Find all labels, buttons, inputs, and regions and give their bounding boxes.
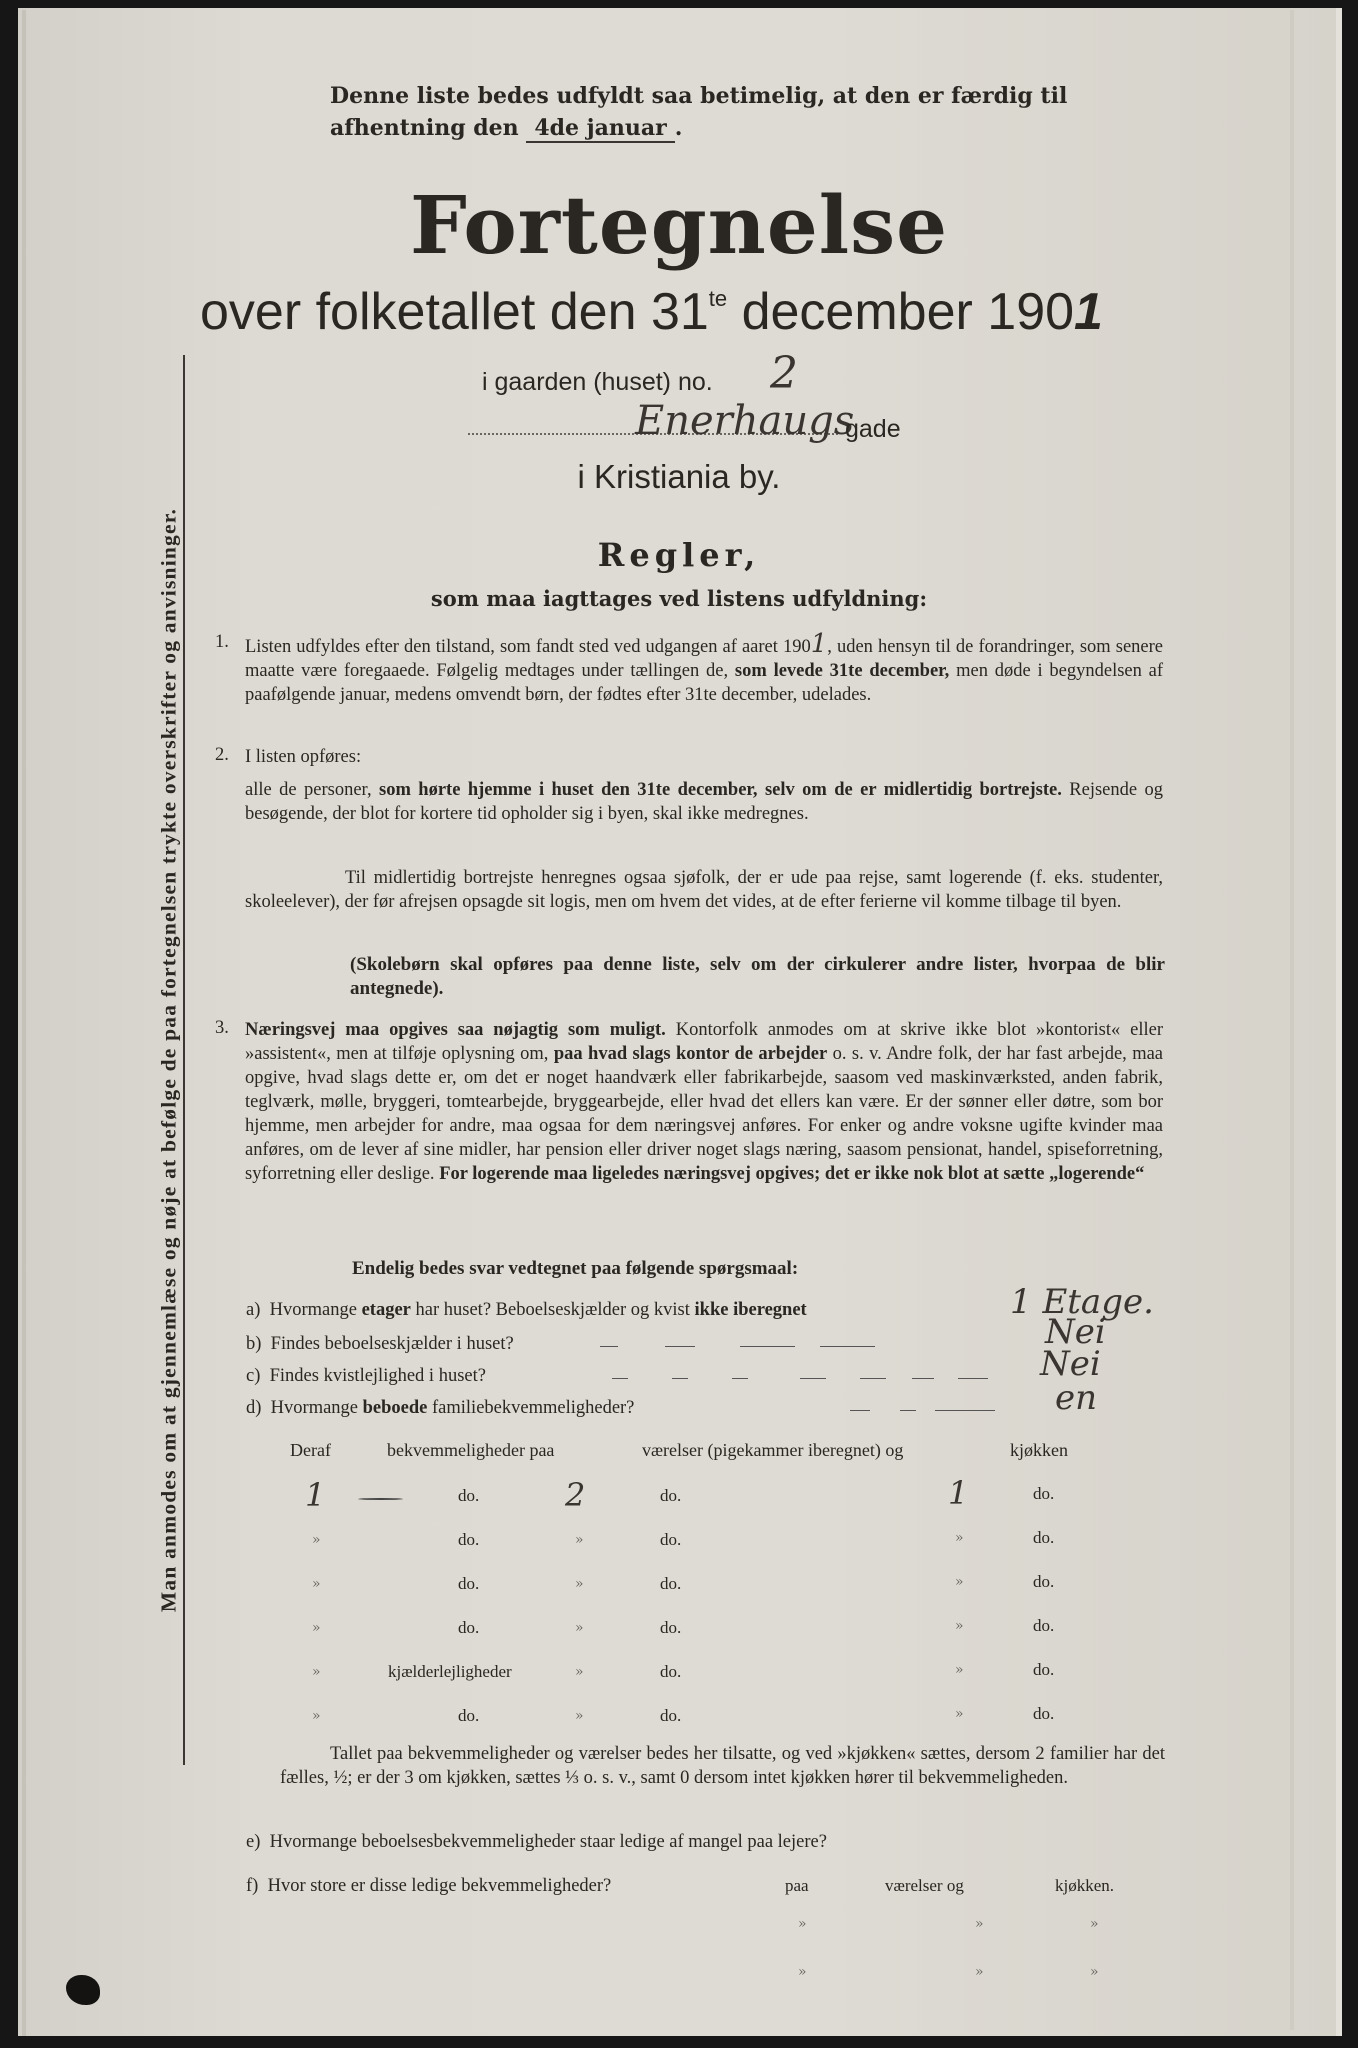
table-cell: do. [660,1618,682,1637]
table-row-1-count: 1 [305,1476,326,1514]
paper-edge [1290,10,1294,2030]
table-cell: do. [458,1706,480,1725]
rule-3-bold: For logerende maa ligeledes næringsvej opgives; det er ikke nok blot at sætte „logerende“ [439,1164,1145,1184]
table-cell: do. [458,1530,480,1549]
fill-dash [672,1378,688,1379]
table-cell: do. [1033,1660,1055,1679]
rule-1-part: , uden hensyn til de forandringer, som senere maatte være foregaaede. Følgelig medtages under tællingen de, [245,637,1163,681]
rule-2-bold: som hørte hjemme i huset den 31te december, selv om de er midlertidig bortrejste. [379,780,1062,800]
table-cell: do. [1033,1616,1055,1635]
fill-dash [600,1346,618,1347]
fill-dash [820,1346,875,1347]
question-f-vaerelser: værelser og [885,1876,964,1895]
question-text: Hvormange beboelsesbekvemmeligheder staar ledige af mangel paa lejere? [269,1832,827,1852]
rule-2-paragraph-2: Til midlertidig bortrejste henregnes ogsaa sjøfolk, der er ude paa rejse, samt logerende (f. eks. studenter, skoleelever), der før afrejsen opsagde sit logis, men om hvem det vides, at de efter ferierne vil komme tilbage til byen. [245,868,1163,912]
rule-3-bold: Næringsvej maa opgives saa nøjagtig som muligt. [245,1020,666,1040]
rule-1-bold: som levede 31te december, [734,661,950,681]
house-number-label: i gaarden (huset) no. [482,368,713,396]
rule-1-part: men døde i begyndelsen af paafølgende januar, medens omvendt børn, der fødtes efter 31te december, udelades. [245,661,1164,705]
question-letter: c) [246,1366,261,1386]
ditto-mark: » [312,1708,321,1724]
notice-text: afhentning den [330,115,519,141]
subtitle-sup: te [708,286,728,311]
question-a [246,1300,807,1321]
fill-dash [860,1378,886,1379]
question-f [246,1876,611,1897]
rules-heading: Regler, [597,536,761,574]
notice-line-1: Denne liste bedes udfyldt saa betimelig, at den er færdig til [330,83,1068,109]
fill-dash [612,1378,628,1379]
rule-number: 1. [215,632,229,652]
answer-b: Nei [1045,1312,1106,1352]
rule-number: 2. [215,745,229,765]
rule-2-heading: I listen opføres: [245,747,362,767]
fill-dash [740,1346,795,1347]
question-text: familiebekvemmeligheder? [432,1398,635,1418]
rule-2-part: alle de personer, [245,780,372,800]
notice-date: 4de januar [526,115,674,143]
rule-3-part: o. s. v. Andre folk, der har fast arbejde, maa opgive, hvad slags dette er, om det er noget haandværk eller fabrikarbejde, saasom ved maskinværksted, anden fabrik, teglværk, mølle, bryggeri, tomtearbejde, bryggearbejde, eller hvad det ellers kan være. Er der sønner eller døtre, som bor hjemme, men arbejder for andre, maa ogsaa for dem næringsvej anføres. For enker og andre voksne ugifte kvinder maa anføres, om de lever af sine midler, har pension eller driver noget slags næring, saasom pensionat, handel, spiseforretning, syforretning eller deslige. [245,1044,1164,1184]
table-cell: do. [458,1574,480,1593]
table-cell: do. [660,1486,682,1505]
table-cell: do. [660,1530,682,1549]
table-cell: do. [1033,1572,1055,1591]
delivery-notice [330,80,1160,144]
subtitle-year: december 190 [727,283,1075,341]
ditto-mark: » [575,1664,584,1680]
rule-2-paragraph-3: (Skolebørn skal opføres paa denne liste, selv om der cirkulerer andre lister, hvorpaa de blir antegnede). [350,954,1165,999]
ditto-mark: » [312,1576,321,1592]
table-row-1-rooms: 2 [565,1476,586,1514]
table-header-deraf: Deraf [290,1440,331,1460]
question-text: Findes beboelseskjælder i huset? [270,1334,514,1354]
table-footnote: Tallet paa bekvemmeligheder og værelser bedes her tilsatte, og ved »kjøkken« sættes, dersom 2 familier har det fælles, ½; er der 3 om kjøkken, sættes ⅓ o. s. v., samt 0 dersom intet kjøkken hører til bekvemmeligheden. [280,1744,1165,1788]
table-cell: do. [458,1618,480,1637]
ditto-mark: » [312,1620,321,1636]
question-text: Hvormange [270,1398,359,1418]
table-row-1-kitchen: 1 [948,1474,969,1512]
questions-intro: Endelig bedes svar vedtegnet paa følgende spørgsmaal: [352,1258,799,1279]
handwritten-stroke [358,1498,403,1500]
ditto-mark: » [575,1576,584,1592]
paper-edge [22,10,26,2036]
ditto-mark: » [955,1618,964,1634]
answer-d: en [1055,1378,1098,1418]
question-e [246,1832,827,1853]
question-text: Findes kvistlejlighed i huset? [269,1366,486,1386]
table-header-kjok: kjøkken [1010,1440,1068,1460]
answer-a: 1 Etage. [1010,1282,1154,1322]
ditto-mark: » [955,1662,964,1678]
question-f-kjokken: kjøkken. [1055,1876,1115,1895]
question-letter: a) [246,1300,261,1320]
ditto-mark: » [798,1964,807,1980]
table-header-bekv: bekvemmeligheder paa [387,1440,555,1460]
house-number-value: 2 [770,348,798,399]
question-letter: b) [246,1334,262,1354]
answer-c: Nei [1040,1344,1101,1384]
ditto-mark: » [955,1574,964,1590]
question-bold: ikke iberegnet [694,1300,807,1320]
fill-dash [900,1410,916,1411]
ditto-mark: » [575,1532,584,1548]
table-cell: do. [1033,1484,1055,1503]
question-letter: f) [246,1876,259,1896]
ditto-mark: » [312,1664,321,1680]
ditto-mark: » [312,1532,321,1548]
city-line: i Kristiania by. [577,458,781,495]
question-text: Hvor store er disse ledige bekvemmeligheder? [267,1876,612,1896]
rule-3-part: Kontorfolk anmodes om at skrive ikke blot »kontorist« eller »assistent«, men at tilføje oplysning om, [245,1020,1164,1064]
question-f-paa: paa [785,1876,809,1895]
question-b [246,1334,514,1355]
table-header-vaer: værelser (pigekammer iberegnet) og [642,1440,904,1460]
fill-dash [935,1410,995,1411]
fill-dash [958,1378,988,1379]
handwritten-year: 1 [1074,283,1103,341]
rules-subheading: som maa iagttages ved listens udfyldning: [430,586,928,611]
ditto-mark: » [975,1916,984,1932]
question-bold: etager [361,1300,411,1320]
page-title: Fortegnelse [409,178,949,272]
question-letter: d) [246,1398,262,1418]
fill-dash [800,1378,826,1379]
table-cell: do. [458,1486,480,1505]
rule-1-handwritten-year: 1 [810,629,828,659]
rule-number: 3. [215,1018,229,1038]
fill-dash [850,1410,870,1411]
ditto-mark: » [798,1916,807,1932]
rule-2-text [245,778,1163,826]
rule-2-part: Rejsende og besøgende, der blot for kortere tid opholder sig i byen, skal ikke medregnes. [245,780,1164,824]
ditto-mark: » [575,1708,584,1724]
ditto-mark: » [955,1706,964,1722]
ditto-mark: » [975,1964,984,1980]
street-name-handwritten: Enerhaugs [635,398,855,444]
street-suffix: gade [845,415,901,443]
subtitle-text: over folketallet den 31 [200,283,709,341]
ditto-mark: » [955,1530,964,1546]
rule-1-text [245,629,1164,707]
fill-dash [732,1378,748,1379]
table-cell: do. [1033,1528,1055,1547]
fill-dash [665,1346,695,1347]
rule-3-text [245,1018,1163,1186]
table-cell: do. [1033,1704,1055,1723]
page-subtitle [200,282,1160,342]
notice-end: . [674,115,683,141]
table-cell: do. [660,1662,682,1681]
fill-dash [912,1378,934,1379]
question-letter: e) [246,1832,261,1852]
table-cell: do. [660,1574,682,1593]
question-d [246,1398,634,1419]
ditto-mark: » [575,1620,584,1636]
table-cell-kjaelder: kjælderlejligheder [388,1662,512,1681]
question-c [246,1366,486,1387]
notice-line-2 [330,112,1160,144]
rule-1-part: Listen udfyldes efter den tilstand, som fandt sted ved udgangen af aaret 190 [245,637,811,657]
rule-3-bold: paa hvad slags kontor de arbejder [553,1044,828,1064]
table-cell: do. [660,1706,682,1725]
question-bold: beboede [362,1398,428,1418]
question-text: Hvormange [269,1300,357,1320]
sidebar-instruction-text: Man anmodes om at gjennemlæse og nøje at befølge de paa fortegnelsen trykte overskrifter og anvisninger. [156,507,181,1613]
question-text: har huset? Beboelseskjælder og kvist [415,1300,690,1320]
ditto-mark: » [1090,1964,1099,1980]
ditto-mark: » [1090,1916,1099,1932]
